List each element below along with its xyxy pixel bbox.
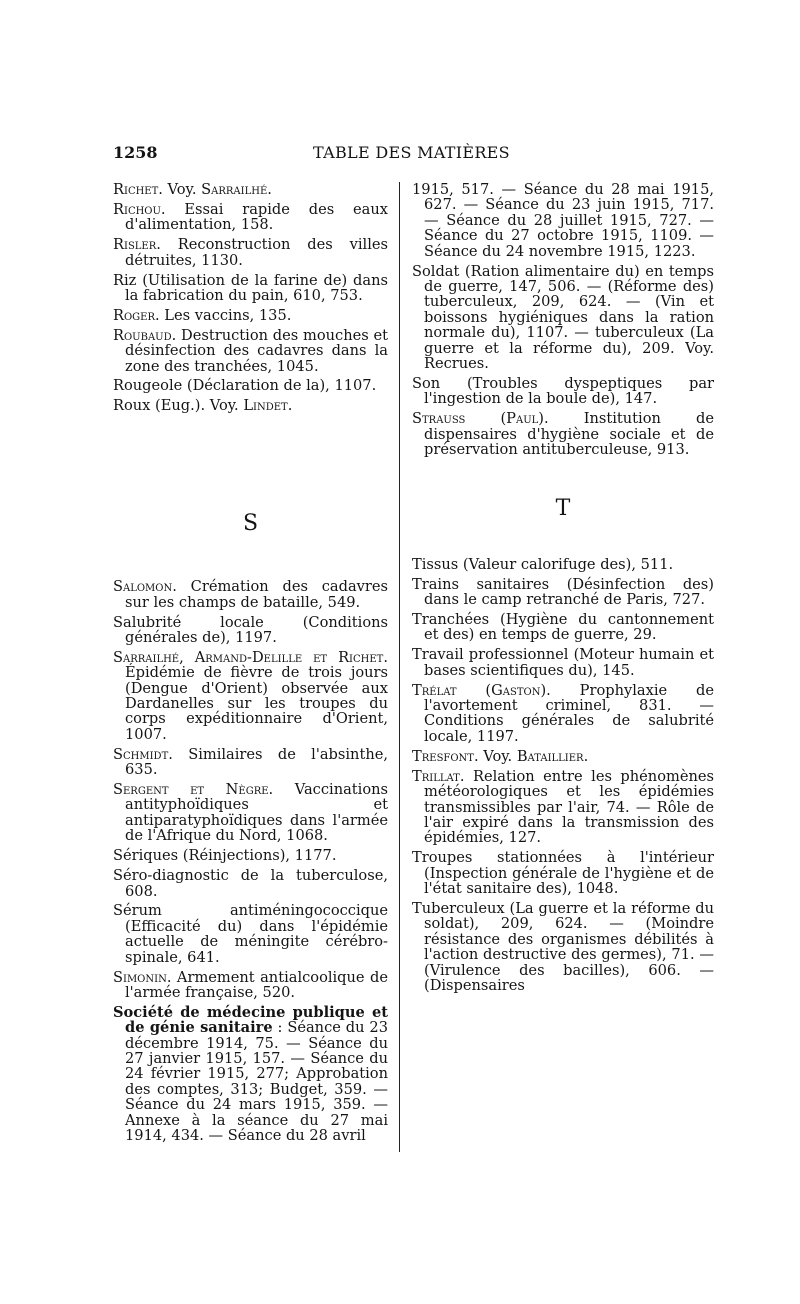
index-entry [412,612,714,643]
entry-author: Schmidt. [113,745,173,763]
index-entry [412,683,714,745]
entry-text: Crémation des cadavres sur les champs de bataille, 549. [125,578,388,611]
index-entry [113,848,388,863]
entry-text: Sérum antiméningococcique (Efficacité du) dans l'épidémie actuelle de méningite cérébro-spinale, 641. [113,902,388,966]
entry-text: Prophylaxie de l'avortement criminel, 831. — Conditions générales de salubrité locale, 1197. [424,681,714,745]
index-entry [412,411,714,457]
index-entry [113,182,388,197]
entry-author: Salomon. [113,578,177,596]
entry-author: Strauss (Paul). [412,410,549,428]
section-letter-t: T [555,496,571,522]
index-entry [113,782,388,844]
entry-author: Simonin. [113,968,172,986]
right-column [412,182,714,998]
entry-text: Épidémie de fièvre de trois jours (Dengue d'Orient) observée aux Dardanelles sur les troupes du corps expéditionnaire d'Orient, 1007. [125,664,388,743]
section-letter-s: S [242,510,259,536]
entry-text: Tranchées (Hygiène du cantonnement et des) en temps de guerre, 29. [412,611,714,644]
entry-text: Les vaccins, 135. [159,306,292,324]
entry-text: Tuberculeux (La guerre et la réforme du soldat), 209, 624. — (Moindre résistance des organismes débilités à l'action destructive des germes), 71. — (Virulence des bacilles), 606. — (Dispensaires [412,899,714,994]
page-header [113,143,710,167]
index-entry [113,970,388,1001]
index-entry [113,308,388,323]
right-entries-s [412,182,714,457]
index-entry [412,769,714,846]
left-entries-r [113,182,388,414]
entry-text: Essai rapide des eaux d'alimentation, 158. [125,200,388,234]
index-entry [412,376,714,407]
index-entry [113,237,388,268]
entry-author: Sergent et Nègre. [113,781,274,799]
index-entry [412,182,714,259]
entry-crossref: Lindet. [243,397,293,415]
entry-text: Trains sanitaires (Désinfection des) dans le camp retranché de Paris, 727. [412,575,714,609]
entry-text: Similaires de l'absinthe, 635. [125,745,388,779]
index-entry [412,647,714,678]
right-entries-t [412,557,714,994]
entry-text: Reconstruction des villes détruites, 1130. [125,236,388,269]
entry-bold-lead: Société de médecine publique et de génie sanitaire [113,1003,388,1037]
entry-author: Richet. [113,181,163,198]
index-entry [412,850,714,896]
index-entry [113,273,388,304]
index-entry [113,202,388,233]
left-entries-s [113,579,388,1000]
entry-text: Travail professionnel (Moteur humain et bases scientifiques du), 145. [412,646,714,679]
entry-text: 1915, 517. — Séance du 28 mai 1915, 627. — Séance du 23 juin 1915, 717. — Séance du 28 juillet 1915, 727. — Séance du 27 octobre 1915, 1109. — Séance du 24 novembre 1915, 1223. [412,181,714,260]
left-column [113,182,388,1148]
entry-crossref: Bataillier. [516,747,589,765]
index-entry [113,398,388,413]
entry-text: Voy. [478,747,517,765]
index-entry [412,264,714,372]
entry-author: Sarrailhé, Armand-Delille et Richet. [113,648,388,666]
entry-text: Soldat (Ration alimentaire du) en temps de guerre, 147, 506. — (Réforme des) tuberculeux, 209, 624. — (Vin et boissons hygiéniques dans la ration normale du), 1107. — tuberculeux (La guerre et la réforme du), 209. Voy. Recrues. [412,262,714,372]
entry-text: Voy. [162,181,202,198]
entry-author: Trillat. [412,767,465,785]
index-entry-societe [113,1005,388,1144]
index-entry [113,650,388,742]
entry-author: Roger. [113,306,160,324]
entry-text: Destruction des mouches et désinfection des cadavres dans la zone des tranchées, 1045. [125,326,388,375]
index-entry [113,747,388,778]
entry-text: Roux (Eug.). Voy. [113,397,244,415]
entry-text: Troupes stationnées à l'intérieur (Inspection générale de l'hygiène et de l'état sanitaire des), 1048. [412,849,714,898]
index-entry [113,903,388,965]
index-entry [412,557,714,572]
entry-text: Riz (Utilisation de la farine de) dans la fabrication du pain, 610, 753. [113,271,388,304]
index-entry [412,577,714,608]
index-entry [113,378,388,393]
entry-author: Richou. [113,200,166,218]
entry-text: Séro-diagnostic de la tuberculose, 608. [113,867,388,900]
entry-author: Tresfont. [412,747,479,765]
index-entry [113,615,388,646]
index-entry [412,749,714,764]
entry-author: Roubaud. [113,326,177,344]
entry-author: Risler. [113,236,161,254]
entry-text: Vaccinations antityphoïdiques et antiparatyphoïdiques dans l'armée de l'Afrique du Nord, 1068. [125,781,389,845]
index-entry [113,579,388,610]
index-entry [113,868,388,899]
column-divider [399,182,400,1152]
page-number: 1258 [113,143,158,162]
entry-text: Institution de dispensaires d'hygiène sociale et de préservation antituberculeuse, 913. [424,410,714,458]
entry-text: Armement antialcoolique de l'armée française, 520. [125,968,388,1001]
entry-author: Trélat (Gaston). [412,681,551,699]
entry-text: Relation entre les phénomènes météorologiques et les épidémies transmissibles par l'air, 74. — Rôle de l'air expiré dans la transmission des épidémies, 127. [424,767,714,847]
entry-text: Son (Troubles dyspeptiques par l'ingestion de la boule de), 147. [412,374,714,408]
entry-text: Salubrité locale (Conditions générales de), 1197. [113,613,388,646]
entry-text: Sériques (Réinjections), 1177. [113,847,337,865]
running-title: TABLE DES MATIÈRES [313,143,510,162]
entry-text: Tissus (Valeur calorifuge des), 511. [412,555,674,573]
index-entry [113,328,388,374]
entry-text: Rougeole (Déclaration de la), 1107. [113,377,377,395]
index-entry [412,901,714,993]
entry-text: : Séance du 23 décembre 1914, 75. — Séance du 27 janvier 1915, 157. — Séance du 24 février 1915, 277; Approbation des comptes, 313; Budget, 359. — Séance du 24 mars 1915, 359. — Annexe à la séance du 27 mai 1914, 434. — Séance du 28 avril [125,1019,388,1145]
entry-crossref: Sarrailhé. [201,181,272,198]
